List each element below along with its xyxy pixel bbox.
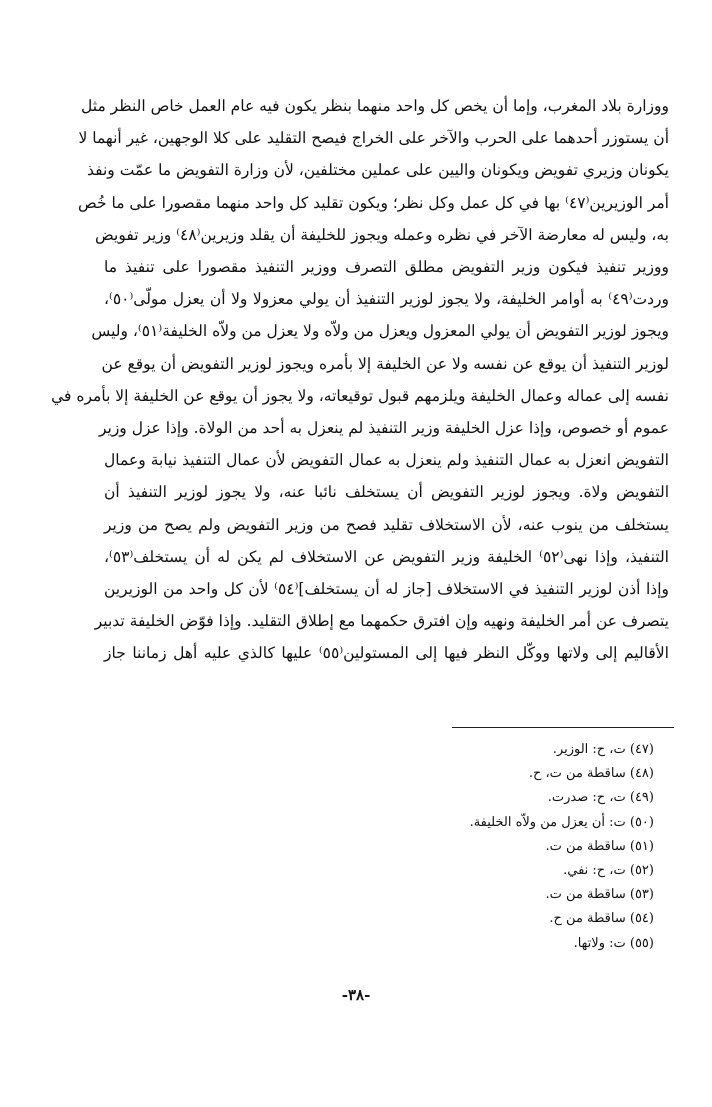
- text-line: وردت⁽٤٩⁾ به أوامر الخليفة، ولا يجوز لوزير التنفيذ أن يولي معزولا ولا أن يعزل مولّى⁽٥٠⁾،: [104, 290, 669, 309]
- text-line: أمر الوزيرين⁽٤٧⁾ بها في كل عمل وكل نظر؛ ويكون تقليد كل واحد منهما مقصورا على ما خُص: [77, 193, 669, 212]
- text-line: الأقاليم إلى ولاتها ووكّل النظر فيها إلى المستولين⁽٥٥⁾ عليها كالذي عليه أهل زماننا جاز: [104, 644, 669, 663]
- footnote: (٤٨) ساقطة من ت، ح.: [528, 766, 654, 782]
- text-line: ووزير تنفيذ فيكون وزير التفويض مطلق التصرف ووزير التنفيذ مقصورا على تنفيذ ما: [104, 258, 669, 276]
- text-line: أن يستوزر أحدهما على الحرب والآخر على الخراج فيصح التقليد على كلا الوجهين، غير أنهما لا: [78, 129, 669, 148]
- page-number: -٣٨-: [341, 986, 371, 1004]
- text-line: نفسه إلى عماله وعمال الخليفة ويلزمهم قبول توقيعاته، ولا يجوز أن يوقع عن الخليفة إلا بأمره في: [51, 386, 669, 405]
- text-line: ووزارة بلاد المغرب، وإما أن يخص كل واحد منهما بنظر يكون فيه عام العمل خاص النظر مثل: [81, 97, 669, 115]
- footnote: (٥٠) ت: أن يعزل من ولاّه الخليفة.: [469, 814, 654, 830]
- footnote-separator: [452, 727, 674, 728]
- text-line: التفويض ولاة. ويجوز لوزير التفويض أن يستخلف نائبا عنه، ولا يجوز لوزير التنفيذ أن: [104, 483, 669, 502]
- text-line: التفويض انعزل به عمال التنفيذ ولم ينعزل به عمال التفويض لأن عمال التنفيذ نيابة وعمال: [104, 451, 669, 470]
- text-line: ويجوز لوزير التفويض أن يولي المعزول ويعزل من ولاّه ولا يعزل من ولاّه الخليفة⁽٥١⁾، وليس: [91, 322, 669, 341]
- text-line: يكونان وزيري تفويض ويكونان واليين على عملين مختلفين، لأن وزارة التفويض ما عمّت ونفذ: [87, 161, 669, 180]
- text-line: عموم أو خصوص، وإذا عزل الخليفة وزير التنفيذ لم ينعزل به أحد من الولاة. وإذا عزل وزير: [98, 419, 669, 437]
- footnote: (٥١) ساقطة من ت.: [545, 838, 654, 854]
- text-line: يتصرف عن أمر الخليفة ونهيه وإن افترق حكمهما مع إطلاق التقليد. وإذا فوّض الخليفة تدبير: [94, 612, 669, 631]
- footnote: (٥٥) ت: ولاتها.: [573, 935, 654, 951]
- footnote: (٥٢) ت، ح: نفي.: [563, 863, 654, 878]
- footnote: (٥٣) ساقطة من ت.: [545, 887, 654, 903]
- text-line: يستخلف من ينوب عنه، لأن الاستخلاف تقليد فصح من وزير التفويض ولم يصح من وزير: [104, 515, 669, 534]
- footnote: (٥٤) ساقطة من ح.: [549, 911, 654, 927]
- text-line: وإذا أذن لوزير التنفيذ في الاستخلاف [جاز له أن يستخلف]⁽٥٤⁾ لأن كل واحد من الوزيرين: [104, 580, 669, 598]
- footnote: (٤٧) ت، ح: الوزير.: [552, 742, 654, 757]
- footnote: (٤٩) ت، ح: صدرت.: [547, 790, 654, 806]
- text-line: لوزير التنفيذ أن يوقع عن نفسه ولا عن الخليفة إلا بأمره ويجوز لوزير التفويض أن يوقع عن: [101, 354, 669, 373]
- text-line: به، وليس له معارضة الآخر في نظره وعمله ويجوز للخليفة أن يقلد وزيرين⁽٤٨⁾ وزير تفويض: [95, 225, 669, 244]
- text-line: التنفيذ، وإذا نهى⁽٥٢⁾ الخليفة وزير التفويض عن الاستخلاف لم يكن له أن يستخلف⁽٥٣⁾،: [104, 547, 669, 566]
